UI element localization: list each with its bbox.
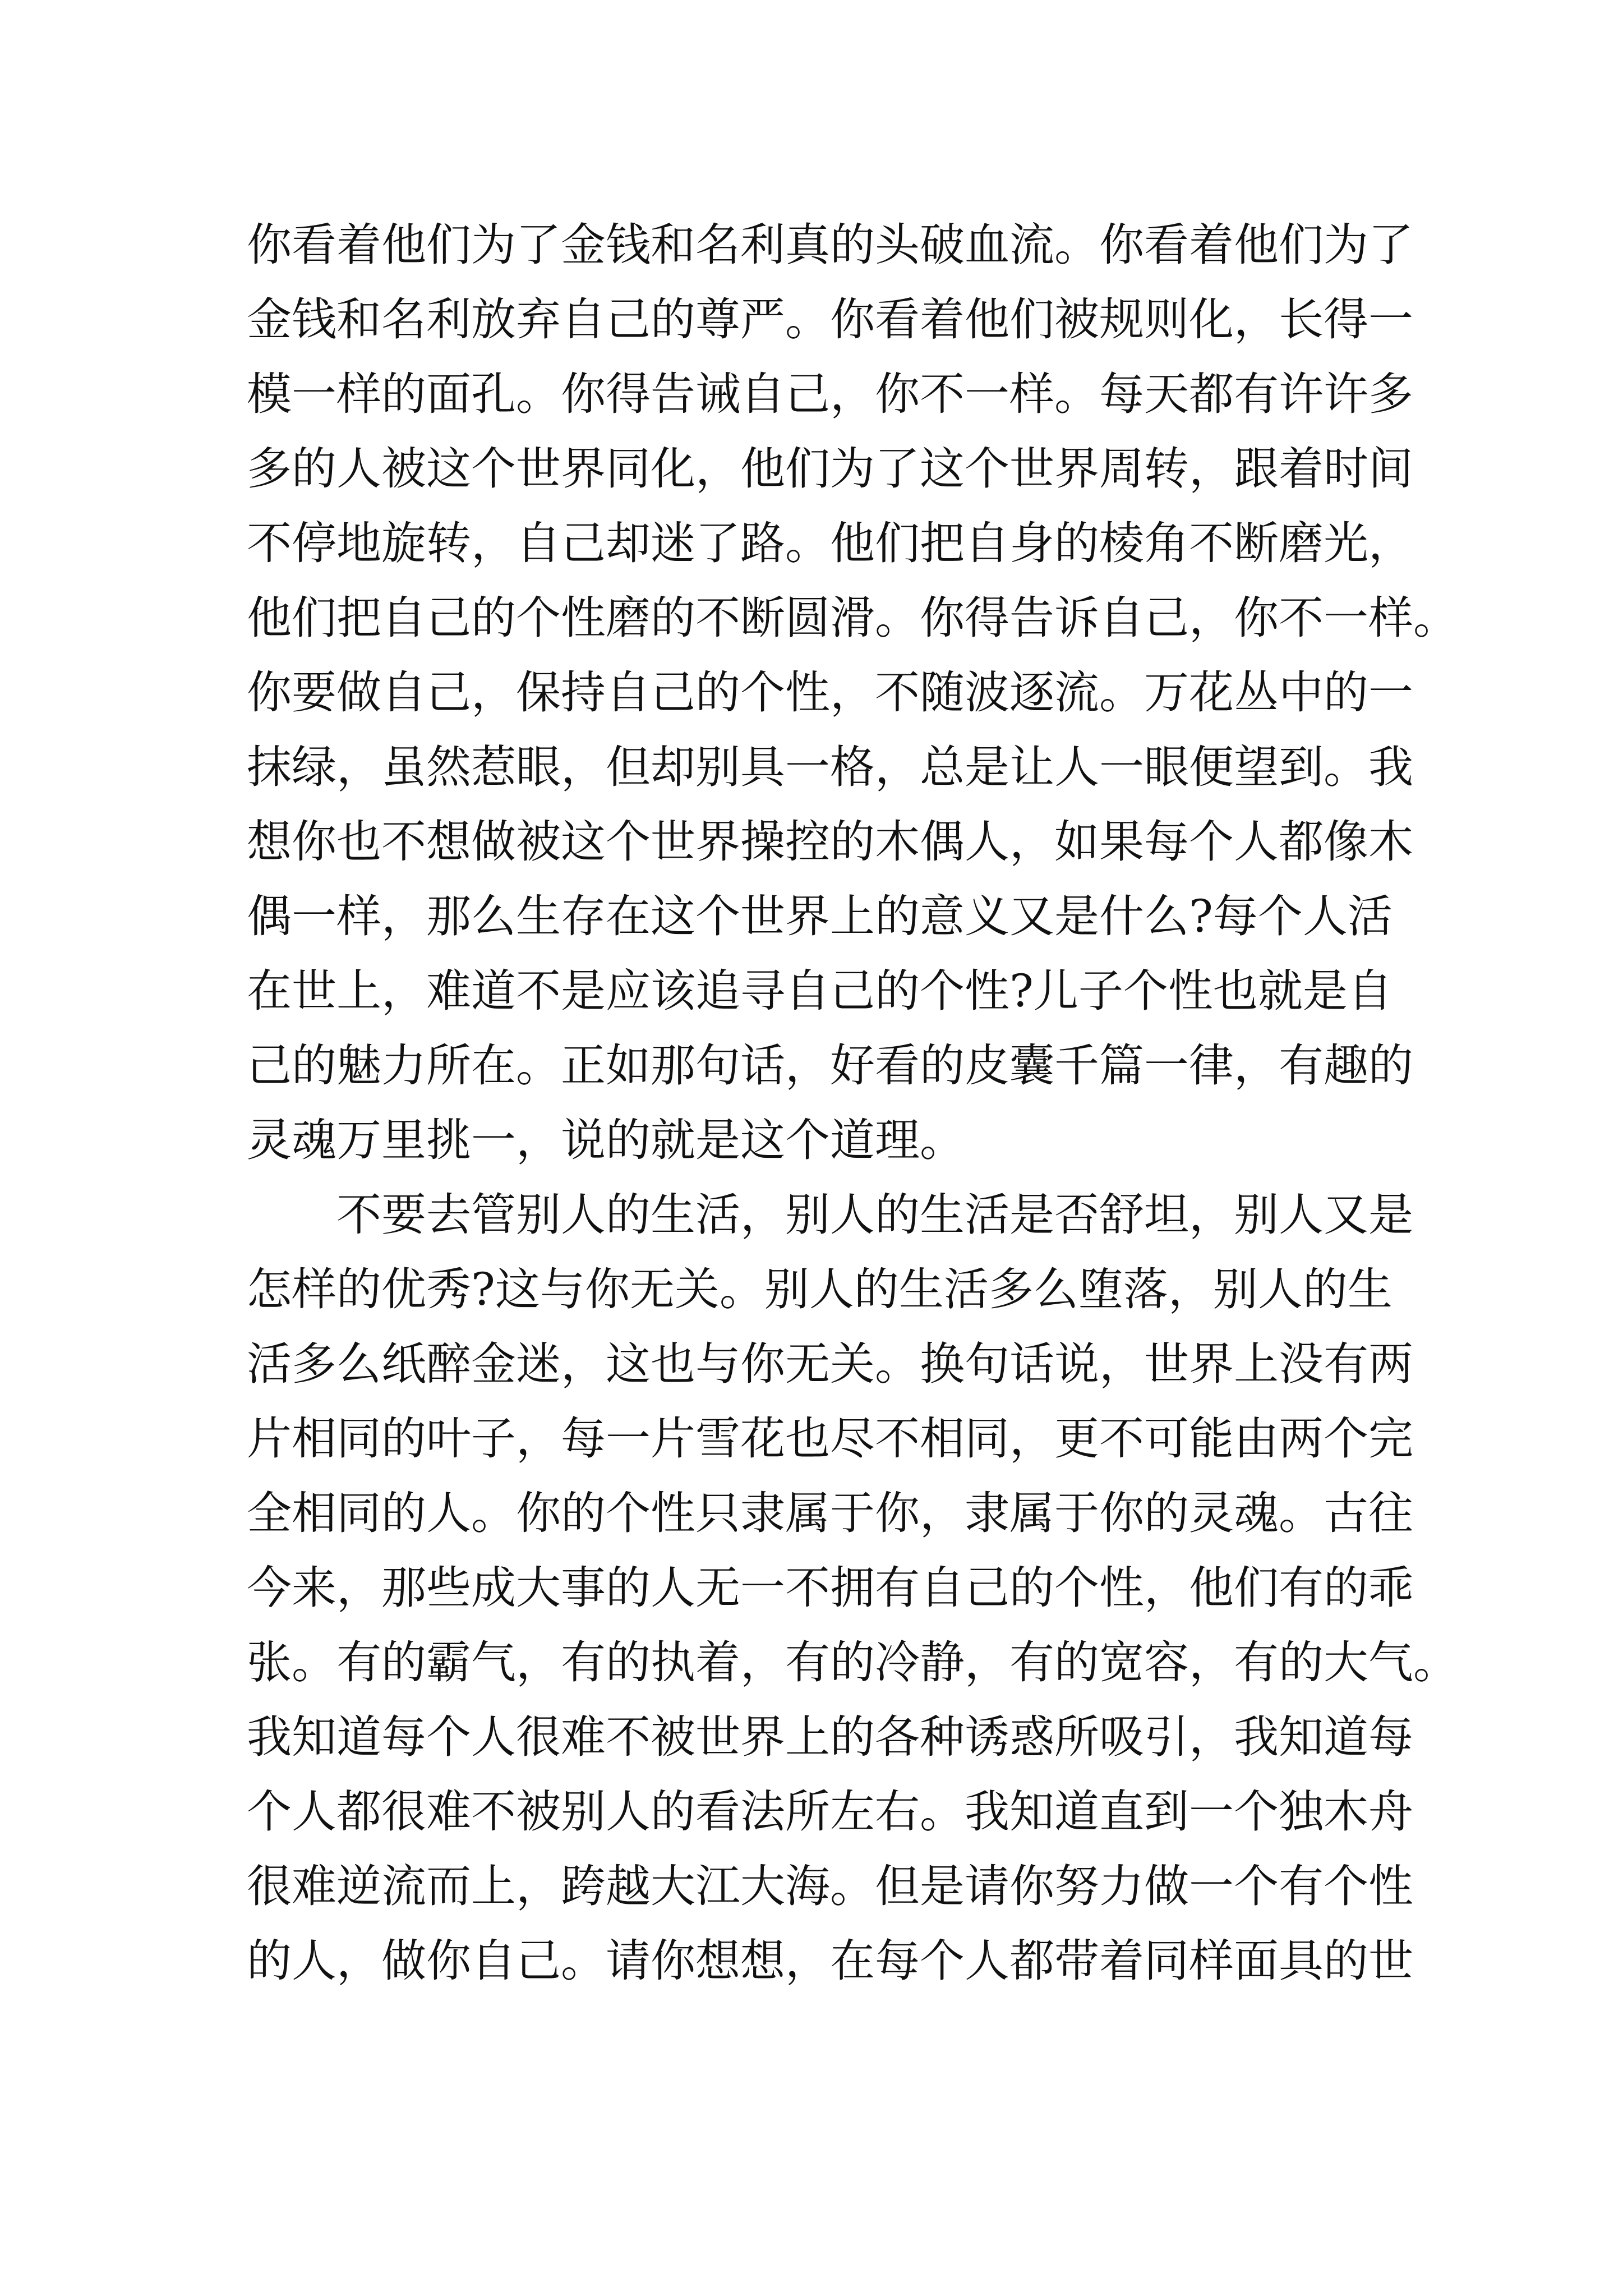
text-line: 在世上，难道不是应该追寻自己的个性?儿子个性也就是自 xyxy=(247,965,1393,1017)
paragraph-2 xyxy=(247,1177,1458,1998)
document-body xyxy=(247,208,1458,1998)
text-line: 活多么纸醉金迷，这也与你无关。换句话说，世界上没有两 xyxy=(247,1338,1413,1390)
text-line: 多的人被这个世界同化，他们为了这个世界周转，跟着时间 xyxy=(247,443,1413,495)
text-line: 金钱和名利放弃自己的尊严。你看着他们被规则化，长得一 xyxy=(247,293,1413,346)
text-line: 个人都很难不被别人的看法所左右。我知道直到一个独木舟 xyxy=(247,1786,1413,1838)
text-line: 不要去管别人的生活，别人的生活是否舒坦，别人又是 xyxy=(336,1189,1413,1241)
text-line: 他们把自己的个性磨的不断圆滑。你得告诉自己，你不一样。 xyxy=(247,592,1458,644)
text-line: 今来，那些成大事的人无一不拥有自己的个性，他们有的乖 xyxy=(247,1562,1413,1614)
text-line: 己的魅力所在。正如那句话，好看的皮囊千篇一律，有趣的 xyxy=(247,1039,1413,1092)
text-line: 怎样的优秀?这与你无关。别人的生活多么堕落，别人的生 xyxy=(247,1263,1393,1315)
text-line: 全相同的人。你的个性只隶属于你，隶属于你的灵魂。古往 xyxy=(247,1487,1413,1539)
text-line: 我知道每个人很难不被世界上的各种诱惑所吸引，我知道每 xyxy=(247,1711,1413,1763)
text-line: 模一样的面孔。你得告诫自己，你不一样。每天都有许许多 xyxy=(247,368,1413,420)
text-line: 片相同的叶子，每一片雪花也尽不相同，更不可能由两个完 xyxy=(247,1412,1413,1465)
text-line: 你看着他们为了金钱和名利真的头破血流。你看着他们为了 xyxy=(247,219,1413,271)
text-line: 想你也不想做被这个世界操控的木偶人，如果每个人都像木 xyxy=(247,816,1413,868)
paragraph-1 xyxy=(247,208,1458,1177)
text-line: 不停地旋转，自己却迷了路。他们把自身的棱角不断磨光， xyxy=(247,517,1413,569)
text-line: 你要做自己，保持自己的个性，不随波逐流。万花丛中的一 xyxy=(247,666,1413,719)
text-line: 很难逆流而上，跨越大江大海。但是请你努力做一个有个性 xyxy=(247,1860,1413,1912)
text-line: 张。有的霸气，有的执着，有的冷静，有的宽容，有的大气。 xyxy=(247,1636,1458,1688)
text-line: 偶一样，那么生存在这个世界上的意义又是什么?每个人活 xyxy=(247,890,1393,942)
text-line: 灵魂万里挑一，说的就是这个道理。 xyxy=(247,1114,965,1166)
text-line: 抹绿，虽然惹眼，但却别具一格，总是让人一眼便望到。我 xyxy=(247,741,1413,793)
text-line: 的人，做你自己。请你想想，在每个人都带着同样面具的世 xyxy=(247,1935,1413,1987)
